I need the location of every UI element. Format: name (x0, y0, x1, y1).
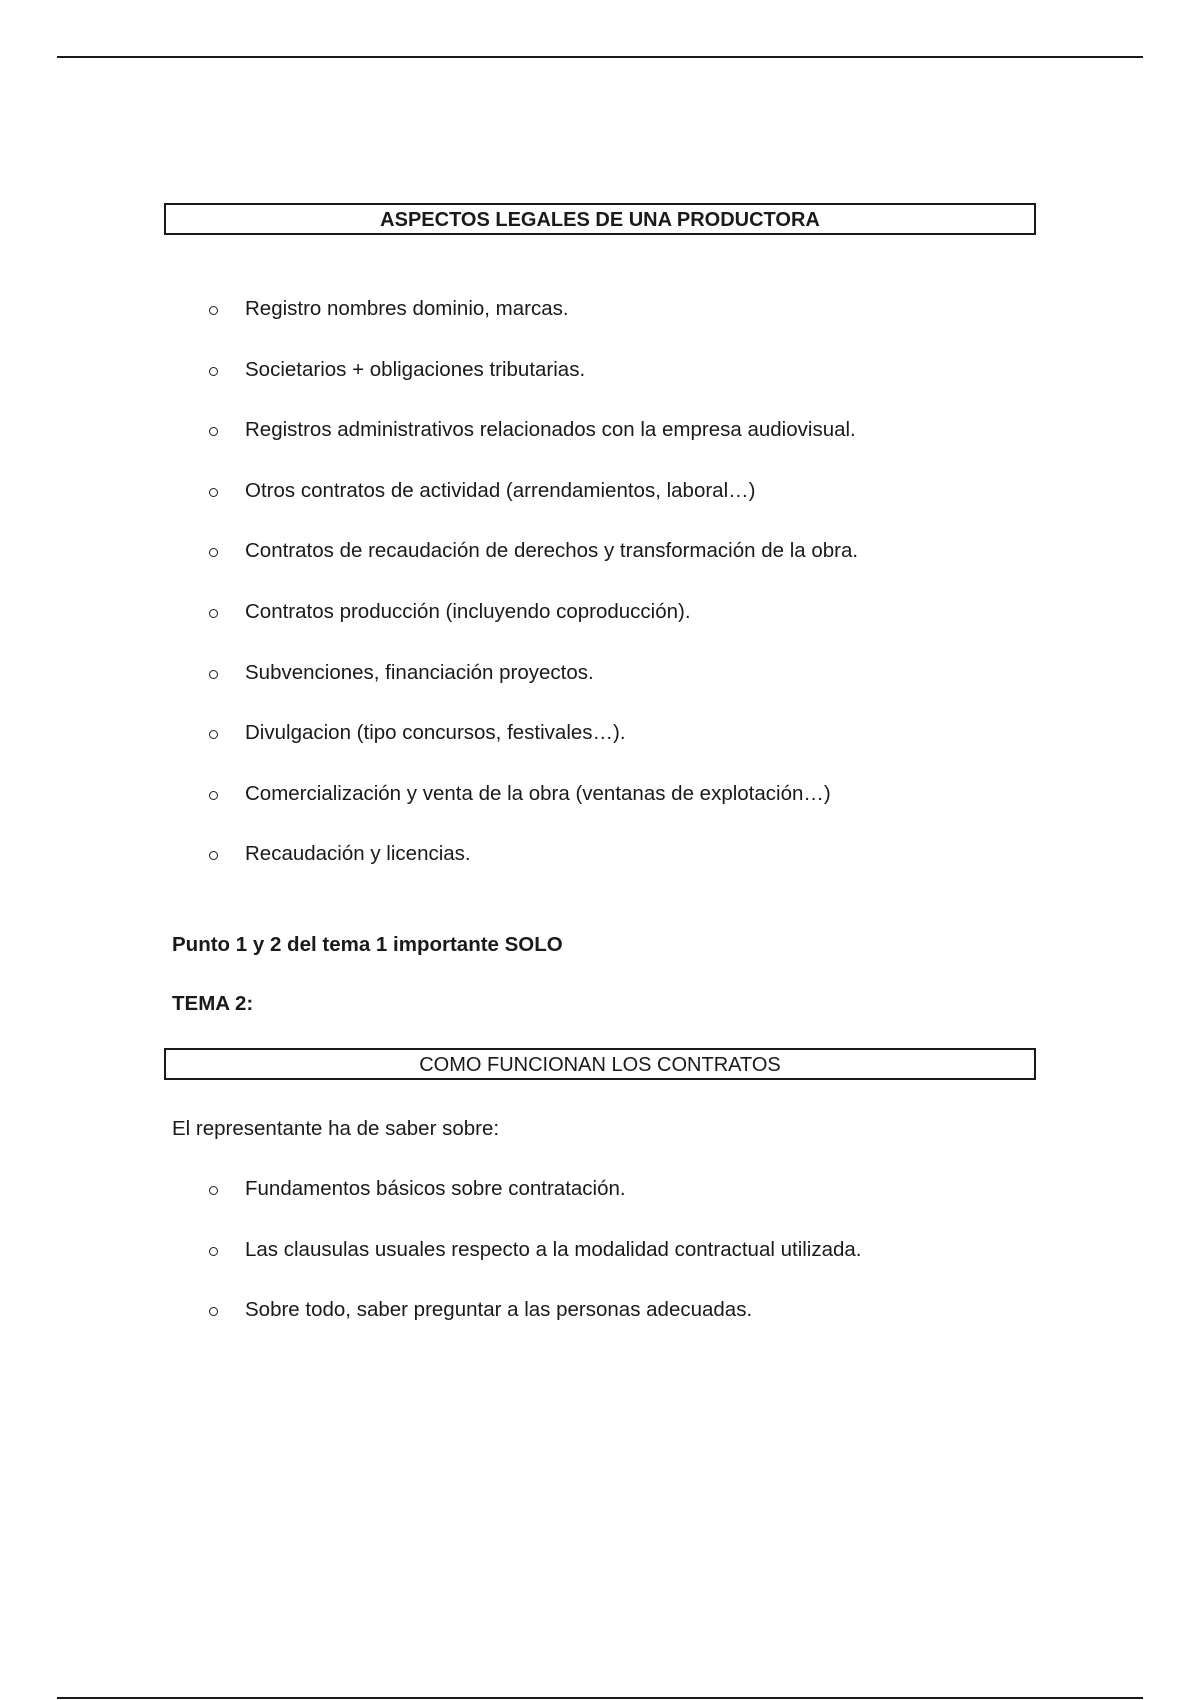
circle-bullet-icon (209, 730, 218, 739)
contratos-list (205, 1174, 862, 1356)
list-item-text: Comercialización y venta de la obra (ventanas de explotación…) (245, 781, 831, 805)
list-item (205, 1295, 862, 1356)
circle-bullet-icon (209, 851, 218, 860)
list-item-text: Registro nombres dominio, marcas. (245, 297, 569, 320)
list-item (205, 355, 858, 416)
list-item-text: Otros contratos de actividad (arrendamientos, laboral…) (245, 478, 756, 502)
footer-rule (57, 1697, 1143, 1699)
list-item-text: Contratos producción (incluyendo coproducción). (245, 599, 691, 623)
circle-bullet-icon (209, 548, 218, 557)
list-item (205, 1235, 862, 1296)
list-item-text: Registros administrativos relacionados con la empresa audiovisual. (245, 418, 856, 442)
circle-bullet-icon (209, 670, 218, 679)
list-item (205, 294, 858, 355)
circle-bullet-icon (209, 1186, 218, 1195)
circle-bullet-icon (209, 427, 218, 436)
list-item (205, 839, 858, 900)
list-item-text: Sobre todo, saber preguntar a las personas adecuadas. (245, 1298, 753, 1322)
list-item-text: Societarios + obligaciones tributarias. (245, 357, 586, 381)
list-item-text: Contratos de recaudación de derechos y transformación de la obra. (245, 539, 859, 563)
list-item-text: Subvenciones, financiación proyectos. (245, 660, 594, 684)
tema-2-heading: TEMA 2: (172, 992, 254, 1015)
contratos-intro: El representante ha de saber sobre: (172, 1117, 500, 1140)
circle-bullet-icon (209, 609, 218, 618)
importance-note: Punto 1 y 2 del tema 1 importante SOLO (172, 933, 563, 956)
list-item (205, 718, 858, 779)
list-item (205, 779, 858, 840)
circle-bullet-icon (209, 306, 218, 315)
circle-bullet-icon (209, 1307, 218, 1316)
aspectos-legales-list (205, 294, 858, 900)
list-item (205, 536, 858, 597)
list-item-text: Divulgacion (tipo concursos, festivales…). (245, 721, 626, 745)
list-item (205, 658, 858, 719)
header-rule (57, 56, 1143, 58)
list-item (205, 476, 858, 537)
list-item (205, 1174, 862, 1235)
circle-bullet-icon (209, 488, 218, 497)
section-title-aspectos-legales: ASPECTOS LEGALES DE UNA PRODUCTORA (164, 203, 1036, 235)
list-item (205, 415, 858, 476)
list-item-text: Recaudación y licencias. (245, 842, 471, 866)
circle-bullet-icon (209, 367, 218, 376)
section-title-contratos: COMO FUNCIONAN LOS CONTRATOS (164, 1048, 1036, 1080)
list-item-text: Las clausulas usuales respecto a la modalidad contractual utilizada. (245, 1237, 862, 1261)
list-item-text: Fundamentos básicos sobre contratación. (245, 1177, 626, 1200)
circle-bullet-icon (209, 791, 218, 800)
circle-bullet-icon (209, 1247, 218, 1256)
list-item (205, 597, 858, 658)
